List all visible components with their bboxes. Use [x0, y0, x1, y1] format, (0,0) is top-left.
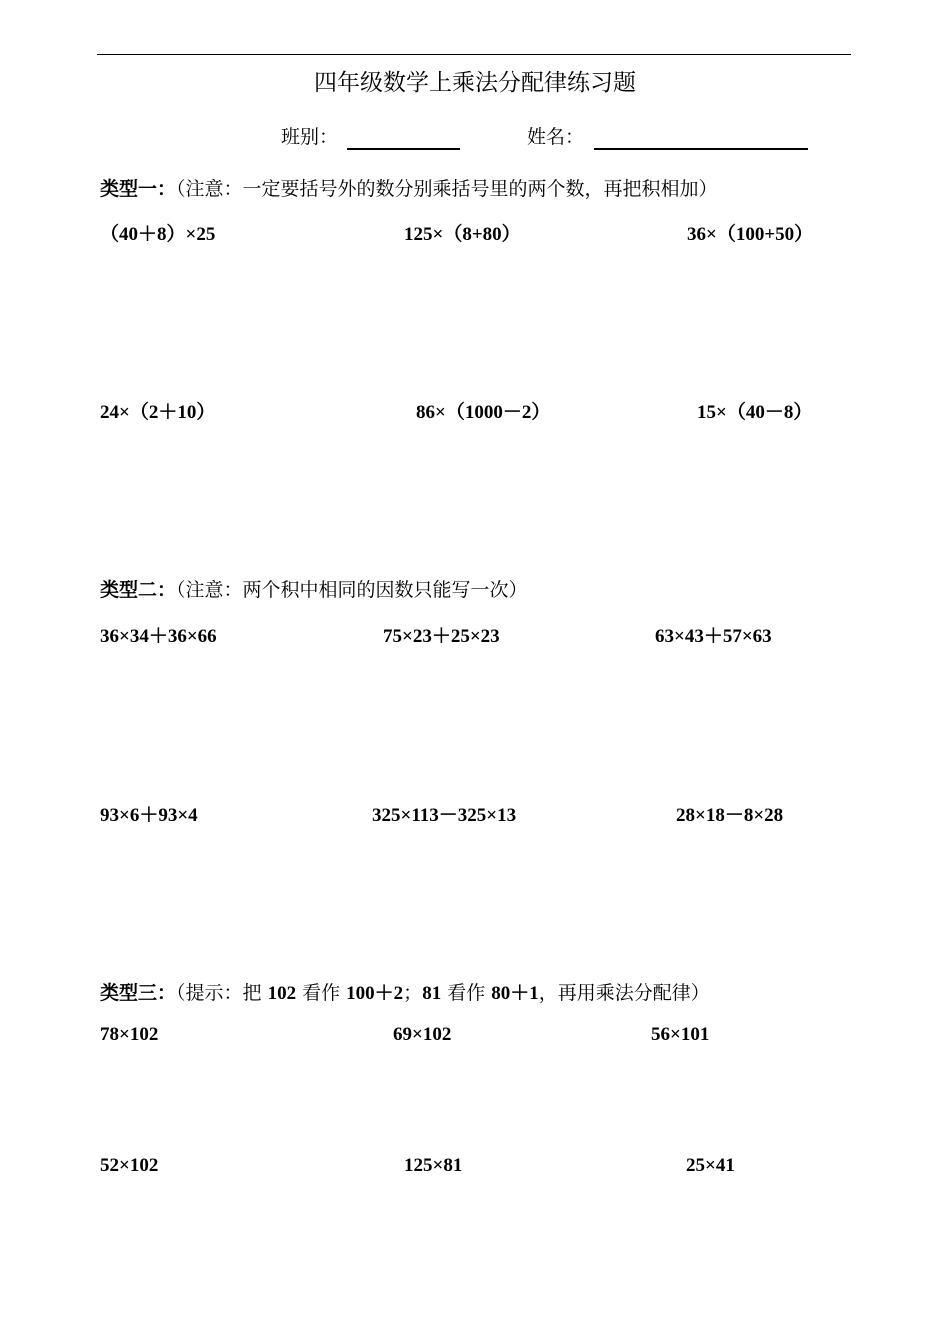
- problem-1-3: 36×（100+50）: [687, 224, 814, 245]
- section-2-note: （注意：两个积中相同的因数只能写一次）: [176, 579, 528, 601]
- top-rule: [97, 54, 851, 55]
- problem-1-1: （40＋8）×25: [100, 224, 216, 245]
- section-1-label: 类型一：: [100, 178, 177, 200]
- class-label: 班别：: [281, 126, 339, 148]
- problem-3-6: 25×41: [686, 1155, 735, 1176]
- problem-1-5: 86×（1000－2）: [416, 402, 551, 423]
- name-field[interactable]: [594, 148, 808, 150]
- section-2-heading: [100, 575, 528, 602]
- problem-2-5: 325×113－325×13: [372, 805, 517, 826]
- problem-3-5: 125×81: [404, 1155, 463, 1176]
- section-3-heading: [100, 978, 710, 1005]
- section-3-note-num-1: 102: [267, 983, 297, 1004]
- problem-1-6: 15×（40－8）: [697, 402, 813, 423]
- problem-2-2: 75×23＋25×23: [383, 626, 500, 647]
- problem-3-3: 56×101: [651, 1024, 710, 1045]
- section-3-note-d: 看作: [441, 982, 492, 1004]
- section-3-label: 类型三：: [100, 982, 177, 1004]
- section-3-note-a: （提示：把: [176, 982, 268, 1004]
- section-1-heading: [100, 174, 718, 201]
- section-3-note-c: ；: [403, 982, 423, 1004]
- problem-3-1: 78×102: [100, 1024, 159, 1045]
- section-2-label: 类型二：: [100, 579, 177, 601]
- problem-2-1: 36×34＋36×66: [100, 626, 217, 647]
- class-field[interactable]: [347, 148, 460, 150]
- section-3-note-e: ，再用乘法分配律）: [538, 982, 710, 1004]
- problem-1-4: 24×（2＋10）: [100, 402, 216, 423]
- problem-2-4: 93×6＋93×4: [100, 805, 198, 826]
- problem-2-6: 28×18－8×28: [676, 805, 784, 826]
- problem-2-3: 63×43＋57×63: [655, 626, 772, 647]
- problem-3-4: 52×102: [100, 1155, 159, 1176]
- section-3-note-num-4: 80＋1: [491, 983, 539, 1004]
- section-3-note-b: 看作: [296, 982, 347, 1004]
- name-label: 姓名：: [527, 126, 585, 148]
- page-title: 四年级数学上乘法分配律练习题: [314, 70, 636, 96]
- section-3-note-num-2: 100＋2: [346, 983, 404, 1004]
- problem-3-2: 69×102: [393, 1024, 452, 1045]
- problem-1-2: 125×（8+80）: [404, 224, 521, 245]
- section-3-note-num-3: 81: [422, 983, 442, 1004]
- section-1-note: （注意：一定要括号外的数分别乘括号里的两个数，再把积相加）: [176, 178, 718, 200]
